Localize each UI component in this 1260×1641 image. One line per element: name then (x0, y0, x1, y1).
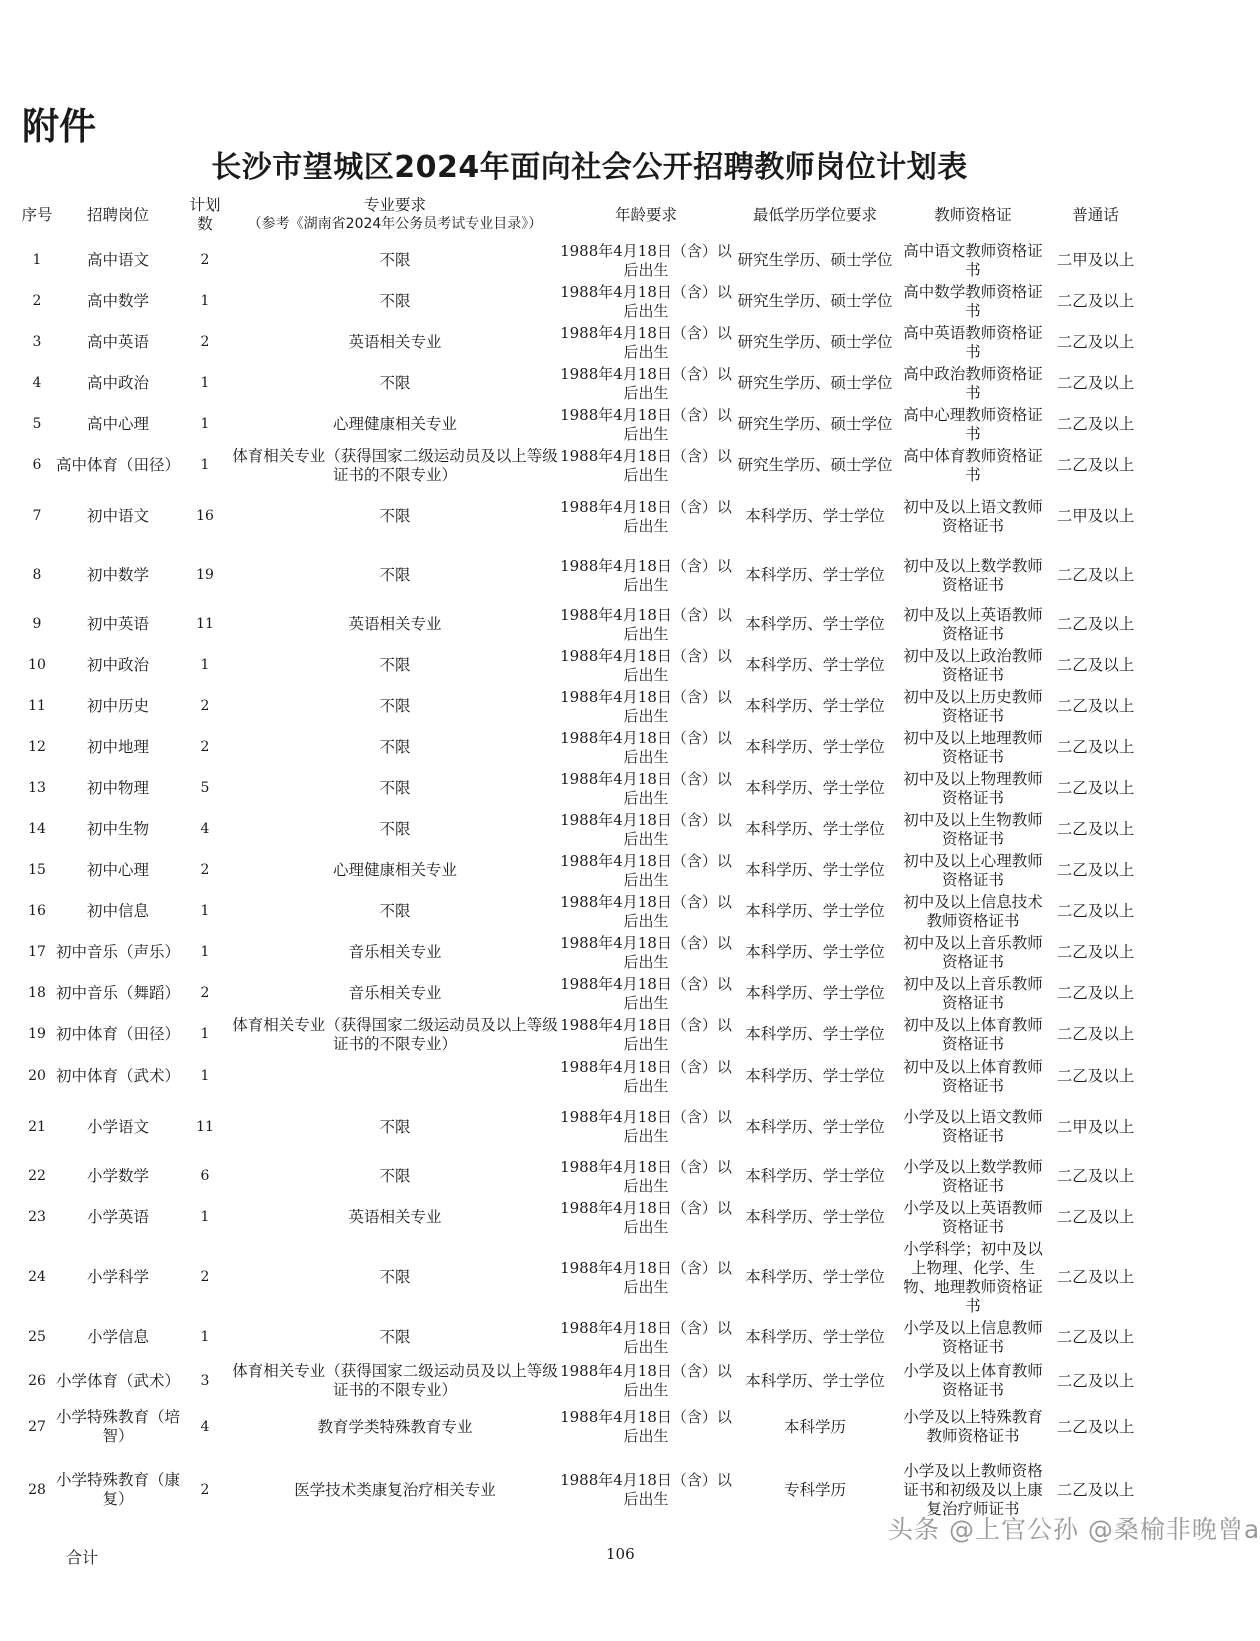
post-cell: 小学特殊教育（培智） (56, 1408, 181, 1445)
cert-cell: 小学及以上特殊教育教师资格证书 (903, 1408, 1043, 1445)
age-cell: 1988年4月18日（含）以后出生 (560, 556, 732, 594)
post-cell: 高中语文 (86, 251, 149, 269)
table-row (18, 727, 1143, 768)
cert-cell: 高中体育教师资格证书 (903, 446, 1043, 484)
age-cell: 1988年4月18日（含）以后出生 (560, 364, 732, 402)
post-cell: 初中数学 (86, 566, 149, 584)
mandarin-cell: 二乙及以上 (1056, 615, 1135, 633)
seq-cell: 19 (28, 1026, 46, 1042)
post-cell: 高中体育（田径） (56, 456, 181, 474)
mandarin-cell: 二乙及以上 (1056, 1417, 1135, 1436)
age-cell: 1988年4月18日（含）以后出生 (560, 605, 732, 643)
edu-cell: 专科学历 (783, 1480, 846, 1499)
edu-cell: 本科学历、学士学位 (745, 738, 885, 756)
age-cell: 1988年4月18日（含）以后出生 (560, 1198, 732, 1236)
mandarin-cell: 二乙及以上 (1056, 984, 1135, 1002)
major-cell: 英语相关专业 (348, 1208, 442, 1226)
cert-cell: 初中及以上体育教师资格证书 (903, 1015, 1043, 1053)
post-cell: 初中英语 (86, 615, 149, 633)
seq-cell: 6 (32, 457, 42, 473)
seq-cell: 15 (28, 862, 46, 878)
cert-cell: 初中及以上数学教师资格证书 (903, 556, 1043, 594)
plan-cell: 1 (200, 944, 210, 960)
table-row (18, 809, 1143, 850)
post-cell: 初中地理 (86, 738, 149, 756)
edu-cell: 本科学历、学士学位 (745, 1268, 885, 1286)
cert-cell: 初中及以上物理教师资格证书 (903, 769, 1043, 807)
plan-cell: 1 (200, 1068, 210, 1084)
major-cell: 心理健康相关专业 (332, 415, 457, 433)
major-cell: 不限 (379, 374, 411, 392)
major-cell: 不限 (379, 1117, 411, 1136)
mandarin-cell: 二乙及以上 (1056, 1328, 1135, 1346)
edu-cell: 本科学历、学士学位 (745, 1208, 885, 1226)
seq-cell: 18 (28, 985, 46, 1001)
age-cell: 1988年4月18日（含）以后出生 (560, 1318, 732, 1356)
cert-cell: 小学及以上教师资格证书和初级及以上康复治疗师证书 (903, 1461, 1043, 1518)
age-cell: 1988年4月18日（含）以后出生 (560, 646, 732, 684)
header-major-note: （参考《湖南省2024年公务员考试专业目录》） (247, 216, 543, 232)
table-row (18, 281, 1143, 322)
table-row (18, 240, 1143, 281)
cert-cell: 小学及以上体育教师资格证书 (903, 1362, 1043, 1399)
age-cell: 1988年4月18日（含）以后出生 (560, 1408, 732, 1445)
mandarin-cell: 二乙及以上 (1056, 1480, 1135, 1499)
plan-cell: 4 (200, 1418, 210, 1435)
table-row (18, 891, 1143, 932)
age-cell: 1988年4月18日（含）以后出生 (560, 1015, 732, 1053)
major-cell: 心理健康相关专业 (332, 861, 457, 879)
post-cell: 小学科学 (86, 1268, 149, 1286)
plan-cell: 5 (200, 780, 210, 796)
age-cell: 1988年4月18日（含）以后出生 (560, 933, 732, 971)
seq-cell: 26 (28, 1372, 46, 1389)
plan-cell: 4 (200, 821, 210, 837)
post-cell: 初中历史 (86, 697, 149, 715)
cert-cell: 初中及以上英语教师资格证书 (903, 605, 1043, 643)
edu-cell: 本科学历、学士学位 (745, 1025, 885, 1043)
major-cell: 不限 (379, 738, 411, 756)
plan-cell: 1 (200, 903, 210, 919)
seq-cell: 8 (32, 567, 42, 583)
table-row (18, 1404, 1143, 1450)
seq-cell: 7 (32, 508, 42, 524)
cert-cell: 高中语文教师资格证书 (903, 241, 1043, 279)
table-row (18, 932, 1143, 973)
seq-cell: 13 (28, 780, 46, 796)
age-cell: 1988年4月18日（含）以后出生 (560, 974, 732, 1012)
age-cell: 1988年4月18日（含）以后出生 (560, 241, 732, 279)
edu-cell: 本科学历、学士学位 (745, 1167, 885, 1185)
post-cell: 小学语文 (86, 1117, 149, 1136)
plan-cell: 11 (196, 616, 214, 632)
post-cell: 初中物理 (86, 779, 149, 797)
major-cell: 教育学类特殊教育专业 (317, 1417, 473, 1436)
table-row (18, 1156, 1143, 1197)
mandarin-cell: 二乙及以上 (1056, 1371, 1135, 1390)
post-cell: 高中数学 (86, 292, 149, 310)
edu-cell: 本科学历、学士学位 (745, 566, 885, 584)
major-cell: 不限 (379, 697, 411, 715)
cert-cell: 高中英语教师资格证书 (903, 323, 1043, 361)
cert-cell: 初中及以上历史教师资格证书 (903, 687, 1043, 725)
plan-cell: 1 (200, 457, 210, 473)
age-cell: 1988年4月18日（含）以后出生 (560, 1471, 732, 1508)
major-cell: 体育相关专业（获得国家二级运动员及以上等级证书的不限专业） (232, 1015, 558, 1053)
edu-cell: 本科学历、学士学位 (745, 984, 885, 1002)
mandarin-cell: 二乙及以上 (1056, 861, 1135, 879)
major-cell: 音乐相关专业 (348, 984, 442, 1002)
age-cell: 1988年4月18日（含）以后出生 (560, 810, 732, 848)
watermark: 头条 @上官公孙 @桑榆非晚曾a (888, 1515, 1260, 1544)
major-cell: 不限 (379, 902, 411, 920)
plan-cell: 1 (200, 657, 210, 673)
mandarin-cell: 二乙及以上 (1056, 902, 1135, 920)
table-row (18, 973, 1143, 1014)
mandarin-cell: 二乙及以上 (1056, 1208, 1135, 1226)
cert-cell: 小学及以上信息教师资格证书 (903, 1318, 1043, 1356)
mandarin-cell: 二乙及以上 (1056, 656, 1135, 674)
major-cell: 医学技术类康复治疗相关专业 (294, 1480, 496, 1499)
major-cell: 不限 (379, 656, 411, 674)
edu-cell: 研究生学历、硕士学位 (737, 333, 893, 351)
major-cell: 体育相关专业（获得国家二级运动员及以上等级证书的不限专业） (232, 1362, 558, 1399)
table-row (18, 1098, 1143, 1156)
seq-cell: 11 (28, 698, 46, 714)
plan-cell: 1 (200, 1026, 210, 1042)
seq-cell: 24 (28, 1269, 46, 1285)
seq-cell: 16 (28, 903, 46, 919)
major-cell: 英语相关专业 (348, 333, 442, 351)
header-major (230, 190, 560, 240)
plan-cell: 11 (196, 1118, 214, 1135)
post-cell: 初中语文 (86, 507, 149, 525)
seq-cell: 21 (28, 1118, 46, 1135)
cert-cell: 初中及以上音乐教师资格证书 (903, 933, 1043, 971)
major-cell: 不限 (379, 566, 411, 584)
mandarin-cell: 二乙及以上 (1056, 738, 1135, 756)
recruitment-plan-table (18, 190, 1143, 1530)
cert-cell: 高中数学教师资格证书 (903, 282, 1043, 320)
cert-cell: 小学及以上数学教师资格证书 (903, 1157, 1043, 1195)
seq-cell: 9 (32, 616, 42, 632)
post-cell: 高中心理 (86, 415, 149, 433)
age-cell: 1988年4月18日（含）以后出生 (560, 497, 732, 535)
mandarin-cell: 二乙及以上 (1056, 566, 1135, 584)
post-cell: 高中政治 (86, 374, 149, 392)
post-cell: 初中音乐（声乐） (56, 943, 181, 961)
seq-cell: 20 (28, 1068, 46, 1084)
cert-cell: 高中心理教师资格证书 (903, 405, 1043, 443)
plan-cell: 2 (200, 862, 210, 878)
mandarin-cell: 二乙及以上 (1056, 820, 1135, 838)
edu-cell: 本科学历、学士学位 (745, 1117, 885, 1136)
major-cell: 不限 (379, 1328, 411, 1346)
edu-cell: 本科学历、学士学位 (745, 779, 885, 797)
table-row (18, 604, 1143, 645)
seq-cell: 28 (28, 1481, 46, 1498)
table-row (18, 547, 1143, 604)
edu-cell: 研究生学历、硕士学位 (737, 292, 893, 310)
plan-cell: 1 (200, 416, 210, 432)
plan-cell: 2 (200, 252, 210, 268)
post-cell: 初中政治 (86, 656, 149, 674)
age-cell: 1988年4月18日（含）以后出生 (560, 1258, 732, 1296)
age-cell: 1988年4月18日（含）以后出生 (560, 1108, 732, 1145)
age-cell: 1988年4月18日（含）以后出生 (560, 851, 732, 889)
seq-cell: 14 (28, 821, 46, 837)
mandarin-cell: 二乙及以上 (1056, 943, 1135, 961)
mandarin-cell: 二甲及以上 (1056, 507, 1135, 525)
post-cell: 小学信息 (86, 1328, 149, 1346)
edu-cell: 本科学历、学士学位 (745, 1328, 885, 1346)
mandarin-cell: 二乙及以上 (1056, 456, 1135, 474)
seq-cell: 3 (32, 334, 42, 350)
age-cell: 1988年4月18日（含）以后出生 (560, 687, 732, 725)
post-cell: 小学特殊教育（康复） (56, 1471, 181, 1508)
document-title: 长沙市望城区2024年面向社会公开招聘教师岗位计划表 (211, 150, 968, 185)
major-cell: 不限 (379, 507, 411, 525)
edu-cell: 本科学历、学士学位 (745, 902, 885, 920)
major-cell: 英语相关专业 (348, 615, 442, 633)
mandarin-cell: 二乙及以上 (1056, 292, 1135, 310)
major-cell (230, 1055, 560, 1098)
edu-cell: 研究生学历、硕士学位 (737, 456, 893, 474)
post-cell: 小学数学 (86, 1167, 149, 1185)
seq-cell: 22 (28, 1168, 46, 1184)
cert-cell: 初中及以上地理教师资格证书 (903, 728, 1043, 766)
table-row (18, 686, 1143, 727)
edu-cell: 本科学历、学士学位 (745, 1371, 885, 1390)
plan-cell: 1 (200, 293, 210, 309)
post-cell: 初中信息 (86, 902, 149, 920)
age-cell: 1988年4月18日（含）以后出生 (560, 769, 732, 807)
cert-cell: 初中及以上音乐教师资格证书 (903, 974, 1043, 1012)
mandarin-cell: 二乙及以上 (1056, 1067, 1135, 1085)
mandarin-cell: 二乙及以上 (1056, 374, 1135, 392)
table-row (18, 1358, 1143, 1404)
cert-cell: 高中政治教师资格证书 (903, 364, 1043, 402)
seq-cell: 17 (28, 944, 46, 960)
edu-cell: 本科学历、学士学位 (745, 820, 885, 838)
post-cell: 初中音乐（舞蹈） (56, 984, 181, 1002)
seq-cell: 27 (28, 1418, 46, 1435)
edu-cell: 本科学历 (783, 1417, 846, 1436)
mandarin-cell: 二乙及以上 (1056, 1167, 1135, 1185)
table-row (18, 322, 1143, 363)
mandarin-cell: 二乙及以上 (1056, 1025, 1135, 1043)
post-cell: 初中心理 (86, 861, 149, 879)
mandarin-cell: 二乙及以上 (1056, 1268, 1135, 1286)
plan-cell: 2 (200, 334, 210, 350)
plan-cell: 16 (196, 508, 214, 524)
plan-cell: 3 (200, 1372, 210, 1389)
age-cell: 1988年4月18日（含）以后出生 (560, 892, 732, 930)
header-mandarin: 普通话 (1072, 205, 1119, 224)
total-value: 106 (606, 1545, 635, 1563)
plan-cell: 1 (200, 1329, 210, 1345)
major-cell: 不限 (379, 779, 411, 797)
age-cell: 1988年4月18日（含）以后出生 (560, 405, 732, 443)
header-row (18, 190, 1143, 240)
table-row (18, 486, 1143, 547)
major-cell: 音乐相关专业 (348, 943, 442, 961)
age-cell: 1988年4月18日（含）以后出生 (560, 728, 732, 766)
age-cell: 1988年4月18日（含）以后出生 (560, 323, 732, 361)
seq-cell: 2 (32, 293, 42, 309)
seq-cell: 1 (32, 252, 42, 268)
plan-cell: 19 (196, 567, 214, 583)
plan-cell: 6 (200, 1168, 210, 1184)
edu-cell: 本科学历、学士学位 (745, 943, 885, 961)
table-row (18, 1014, 1143, 1055)
header-seq: 序号 (21, 205, 53, 224)
header-plan: 计划数 (189, 196, 221, 233)
mandarin-cell: 二乙及以上 (1056, 415, 1135, 433)
mandarin-cell: 二乙及以上 (1056, 697, 1135, 715)
major-cell: 不限 (379, 251, 411, 269)
table-row (18, 850, 1143, 891)
plan-cell: 2 (200, 739, 210, 755)
seq-cell: 12 (28, 739, 46, 755)
table-row (18, 645, 1143, 686)
edu-cell: 本科学历、学士学位 (745, 1067, 885, 1085)
annex-label: 附件 (22, 105, 96, 148)
plan-cell: 2 (200, 698, 210, 714)
header-cert: 教师资格证 (934, 205, 1012, 224)
cert-cell: 小学及以上语文教师资格证书 (903, 1108, 1043, 1145)
header-post: 招聘岗位 (86, 205, 149, 224)
edu-cell: 本科学历、学士学位 (745, 656, 885, 674)
edu-cell: 研究生学历、硕士学位 (737, 415, 893, 433)
major-cell: 体育相关专业（获得国家二级运动员及以上等级证书的不限专业） (232, 446, 558, 484)
age-cell: 1988年4月18日（含）以后出生 (560, 282, 732, 320)
age-cell: 1988年4月18日（含）以后出生 (560, 446, 732, 484)
header-major-title: 专业要求 (363, 196, 426, 214)
post-cell: 高中英语 (86, 333, 149, 351)
post-cell: 初中体育（武术） (56, 1067, 181, 1085)
cert-cell: 小学及以上英语教师资格证书 (903, 1198, 1043, 1236)
plan-cell: 2 (200, 1269, 210, 1285)
cert-cell: 初中及以上语文教师资格证书 (903, 497, 1043, 535)
table-row (18, 363, 1143, 404)
major-cell: 不限 (379, 1167, 411, 1185)
seq-cell: 5 (32, 416, 42, 432)
age-cell: 1988年4月18日（含）以后出生 (560, 1362, 732, 1399)
plan-cell: 1 (200, 375, 210, 391)
major-cell: 不限 (379, 292, 411, 310)
header-edu: 最低学历学位要求 (752, 205, 877, 224)
mandarin-cell: 二乙及以上 (1056, 779, 1135, 797)
cert-cell: 初中及以上政治教师资格证书 (903, 646, 1043, 684)
major-cell: 不限 (379, 820, 411, 838)
cert-cell: 初中及以上心理教师资格证书 (903, 851, 1043, 889)
post-cell: 小学体育（武术） (56, 1371, 181, 1390)
table-row (18, 1197, 1143, 1238)
post-cell: 初中生物 (86, 820, 149, 838)
header-age: 年龄要求 (614, 205, 677, 224)
seq-cell: 23 (28, 1209, 46, 1225)
edu-cell: 本科学历、学士学位 (745, 507, 885, 525)
cert-cell: 小学科学；初中及以上物理、化学、生物、地理教师资格证书 (903, 1239, 1043, 1315)
seq-cell: 10 (28, 657, 46, 673)
table-row (18, 1055, 1143, 1098)
cert-cell: 初中及以上体育教师资格证书 (903, 1057, 1043, 1095)
table-row (18, 1317, 1143, 1358)
age-cell: 1988年4月18日（含）以后出生 (560, 1157, 732, 1195)
edu-cell: 本科学历、学士学位 (745, 615, 885, 633)
total-label: 合计 (66, 1548, 99, 1567)
edu-cell: 本科学历、学士学位 (745, 697, 885, 715)
cert-cell: 初中及以上信息技术教师资格证书 (903, 892, 1043, 930)
table-row (18, 1238, 1143, 1317)
mandarin-cell: 二乙及以上 (1056, 333, 1135, 351)
post-cell: 小学英语 (86, 1208, 149, 1226)
mandarin-cell: 二甲及以上 (1056, 251, 1135, 269)
edu-cell: 研究生学历、硕士学位 (737, 251, 893, 269)
edu-cell: 研究生学历、硕士学位 (737, 374, 893, 392)
major-cell: 不限 (379, 1268, 411, 1286)
mandarin-cell: 二甲及以上 (1056, 1117, 1135, 1136)
seq-cell: 4 (32, 375, 42, 391)
edu-cell: 本科学历、学士学位 (745, 861, 885, 879)
table-row (18, 768, 1143, 809)
plan-cell: 2 (200, 985, 210, 1001)
cert-cell: 初中及以上生物教师资格证书 (903, 810, 1043, 848)
plan-cell: 2 (200, 1481, 210, 1498)
seq-cell: 25 (28, 1329, 46, 1345)
table-row (18, 445, 1143, 486)
post-cell: 初中体育（田径） (56, 1025, 181, 1043)
age-cell: 1988年4月18日（含）以后出生 (560, 1057, 732, 1095)
plan-cell: 1 (200, 1209, 210, 1225)
table-row (18, 404, 1143, 445)
